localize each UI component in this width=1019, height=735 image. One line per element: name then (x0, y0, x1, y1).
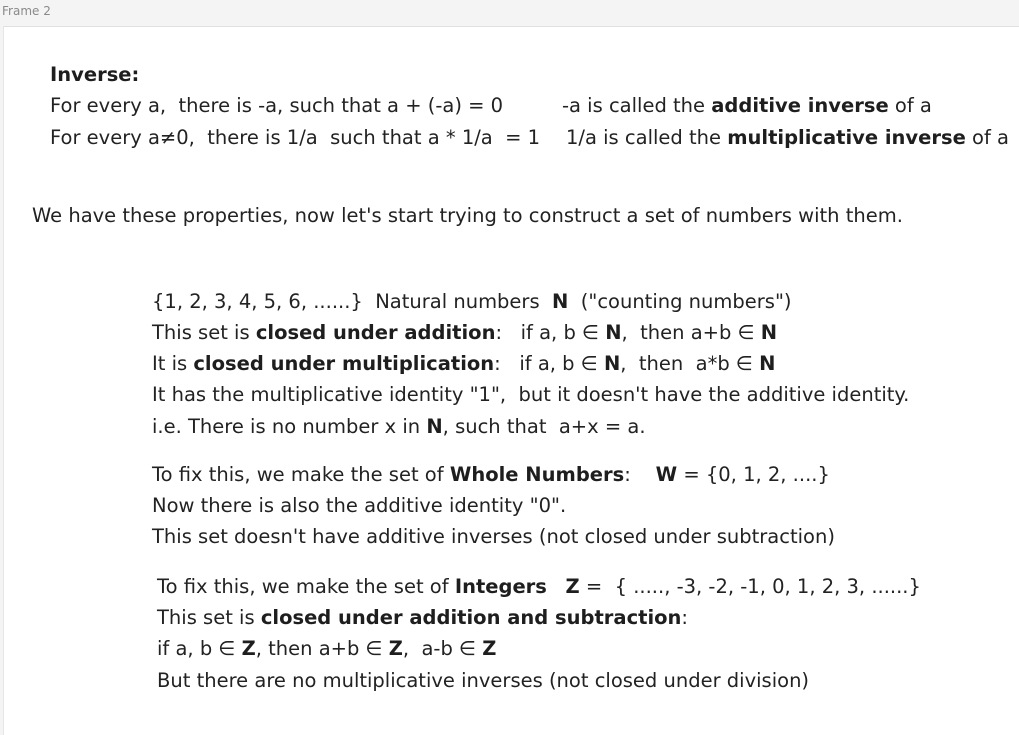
whole-no-inverse: This set doesn't have additive inverses (not closed under subtraction) (152, 525, 835, 548)
natural-closed-multiplication: It is closed under multiplication: if a, b ∈ N, then a*b ∈ N (152, 352, 776, 375)
natural-identity: It has the multiplicative identity "1", but it doesn't have the additive identity. (152, 383, 910, 406)
whole-identity: Now there is also the additive identity "0". (152, 494, 567, 517)
integers-rule: if a, b ∈ Z, then a+b ∈ Z, a-b ∈ Z (157, 637, 497, 660)
natural-ie: i.e. There is no number x in N, such that a+x = a. (152, 415, 646, 438)
integers-no-mult: But there are no multiplicative inverses (not closed under division) (157, 669, 810, 692)
whole-numbers-fix: To fix this, we make the set of Whole Numbers: W = {0, 1, 2, ....} (152, 463, 830, 486)
frame-label[interactable]: Frame 2 (2, 4, 51, 18)
whiteboard-canvas[interactable] (3, 26, 1019, 735)
integers-fix: To fix this, we make the set of Integers Z = { ....., -3, -2, -1, 0, 1, 2, 3, ......} (157, 575, 921, 598)
natural-closed-addition: This set is closed under addition: if a, b ∈ N, then a+b ∈ N (152, 321, 778, 344)
intro-text: We have these properties, now let's start trying to construct a set of numbers with them. (32, 204, 903, 227)
inverse-heading: Inverse: (50, 63, 140, 86)
integers-closed: This set is closed under addition and subtraction: (157, 606, 688, 629)
natural-numbers-set: {1, 2, 3, 4, 5, 6, ......} Natural numbers N ("counting numbers") (152, 290, 792, 313)
additive-inverse-note: -a is called the additive inverse of a (562, 94, 932, 117)
multiplicative-inverse-rule: For every a≠0, there is 1/a such that a * 1/a = 1 (50, 126, 541, 149)
additive-inverse-rule: For every a, there is -a, such that a + (-a) = 0 (50, 94, 504, 117)
multiplicative-inverse-note: 1/a is called the multiplicative inverse of a (566, 126, 1009, 149)
